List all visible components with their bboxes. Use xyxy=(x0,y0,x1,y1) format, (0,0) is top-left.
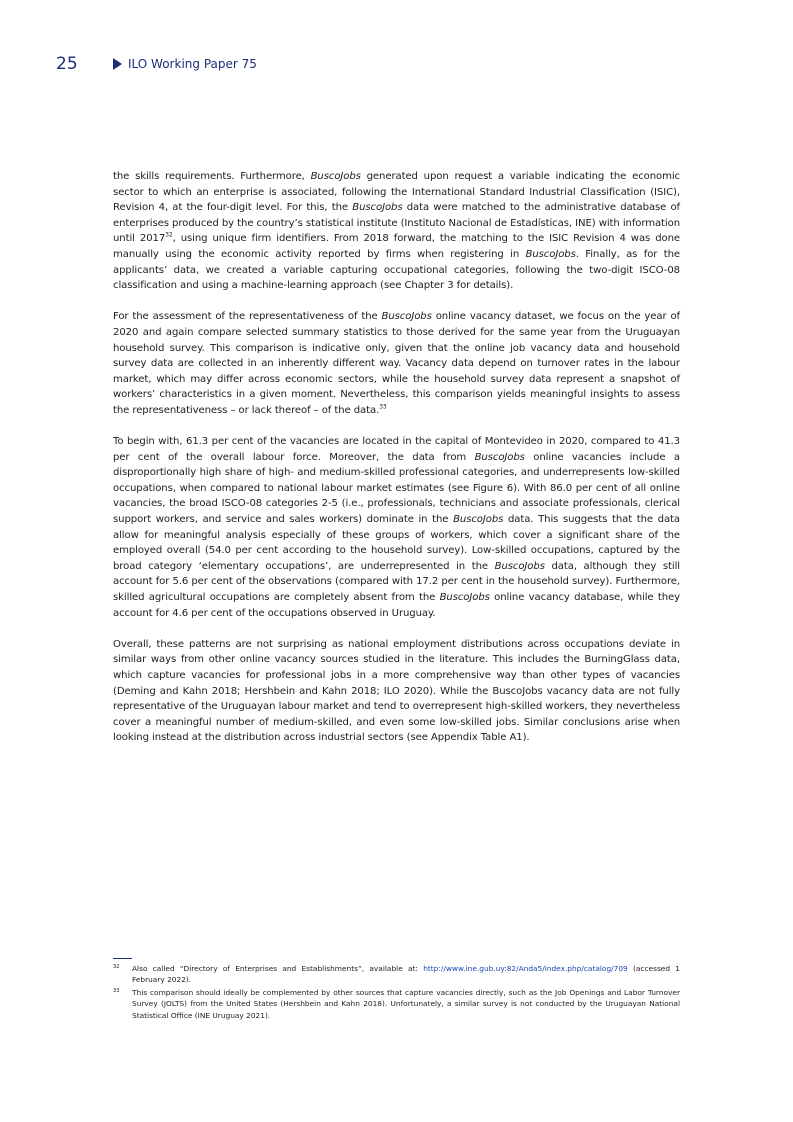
text-run: data, although they still account for 5.6 per cent of the observations (compared with 17.2 per cent in the household survey). Furthermore, skilled agricultural occupations are completely absent from the xyxy=(113,560,680,604)
italic-term: BuscoJobs xyxy=(474,451,525,463)
text-run: the skills requirements. Furthermore, xyxy=(113,171,311,182)
italic-term: BuscoJobs xyxy=(352,202,403,214)
italic-term: BuscoJobs xyxy=(310,171,361,182)
catalog-link[interactable]: http://www.ine.gub.uy:82/Anda5/index.php/catalog/709 xyxy=(423,964,628,973)
text-run: data were matched to the administrative database of enterprises produced by the country’s statistical institute (Instituto Nacional de Estadísticas, INE) with information until 2017 xyxy=(113,202,680,245)
body-paragraph xyxy=(113,309,680,418)
footnote-mark: 32 xyxy=(113,964,120,970)
series-title: ILO Working Paper 75 xyxy=(128,57,257,71)
body-text xyxy=(113,169,680,762)
text-run: generated upon request a variable indicating the economic sector to which an enterprise is associated, following the International Standard Industrial Classification (ISIC), Revision 4, at the four-digit level. For this, the xyxy=(113,171,680,214)
footnote-ref: 32 xyxy=(165,232,173,240)
footnotes xyxy=(113,963,680,1022)
text-run: online vacancies include a disproportionally high share of high- and medium-skilled professional categories, and underrepresents low-skilled occupations, when compared to national labour market estimates (see Figure 6). With 86.0 per cent of all online vacancies, the broad ISCO-08 categories 2-5 (i.e., professionals, technicians and associate professionals, clerical support workers, and service and sales workers) dominate in the xyxy=(113,451,680,526)
footnote xyxy=(113,987,680,1021)
text-run: For the assessment of the representativeness of the xyxy=(113,311,382,323)
footnote-text: This comparison should ideally be complemented by other sources that capture vacancies directly, such as the Job Openings and Labor Turnover Survey (JOLTS) from the United States (Hershbein and Kahn 2018). Unfortunately, a similar survey is not conducted by the Uruguayan National Statistical Office (INE Uruguay 2021). xyxy=(132,987,680,1020)
italic-term: BuscoJobs xyxy=(494,560,545,572)
text-run: Overall, these patterns are not surprising as national employment distributions across occupations deviate in similar ways from other online vacancy sources studied in the literature. This includes the BurningGlass data, which capture vacancies for professional jobs in a more comprehensive way than other types of vacancies (Deming and Kahn 2018; Hershbein and Kahn 2018; ILO 2020). While the BuscoJobs vacancy data are not fully representative of the Uruguayan labour market and tend to overrepresent high-skilled workers, they nevertheless cover a meaningful number of medium-skilled, and even some low-skilled jobs. Similar conclusions arise when looking instead at the distribution across industrial sectors (see Appendix Table A1). xyxy=(113,638,680,744)
text-run: . Finally, as for the applicants’ data, we created a variable capturing occupational categories, following the two-digit ISCO-08 classification and using a machine-learning approach (see Chapter 3 for details). xyxy=(113,248,680,292)
body-paragraph xyxy=(113,637,680,746)
footnote-text-end: (accessed 1 February 2022). xyxy=(132,964,680,985)
italic-term: BuscoJobs xyxy=(453,514,504,526)
page-number: 25 xyxy=(56,54,78,74)
running-header xyxy=(56,54,756,74)
footnote-divider xyxy=(113,958,132,959)
italic-term: BuscoJobs xyxy=(525,248,576,260)
text-run: online vacancy database, while they account for 4.6 per cent of the occupations observed in Uruguay. xyxy=(113,592,680,619)
text-run: data. This suggests that the data allow for meaningful analysis especially of these groups of workers, which cover a significant share of the employed overall (54.0 per cent according to the household survey). Low-skilled occupations, captured by the broad category ‘elementary occupations’, are underrepresented in the xyxy=(113,514,680,572)
body-paragraph xyxy=(113,169,680,294)
footnote xyxy=(113,963,680,986)
italic-term: BuscoJobs xyxy=(381,311,432,323)
footnote-ref: 33 xyxy=(379,403,387,411)
play-arrow-icon xyxy=(113,58,122,70)
italic-term: BuscoJobs xyxy=(439,592,490,604)
footnote-text: Also called “Directory of Enterprises and Establishments”, available at: xyxy=(132,964,424,973)
text-run: , using unique firm identifiers. From 2018 forward, the matching to the ISIC Revision 4 was done manually using the economic activity reported by firms when registering in xyxy=(113,233,680,260)
text-run: To begin with, 61.3 per cent of the vacancies are located in the capital of Montevideo in 2020, compared to 41.3 per cent of the overall labour force. Moreover, the data from xyxy=(113,436,680,463)
footnote-mark: 33 xyxy=(113,987,120,994)
text-run: online vacancy dataset, we focus on the year of 2020 and again compare selected summary statistics to those derived for the same year from the Uruguayan household survey. This comparison is indicative only, given that the online job vacancy data and household survey data are collected in an inherently different way. Vacancy data depend on turnover rates in the labour market, which may differ across economic sectors, while the household survey data represent a snapshot of workers’ characteristics in a given moment. Nevertheless, this comparison yields meaningful insights to assess the representativeness – or lack thereof – of the data. xyxy=(113,311,680,416)
body-paragraph xyxy=(113,434,680,621)
